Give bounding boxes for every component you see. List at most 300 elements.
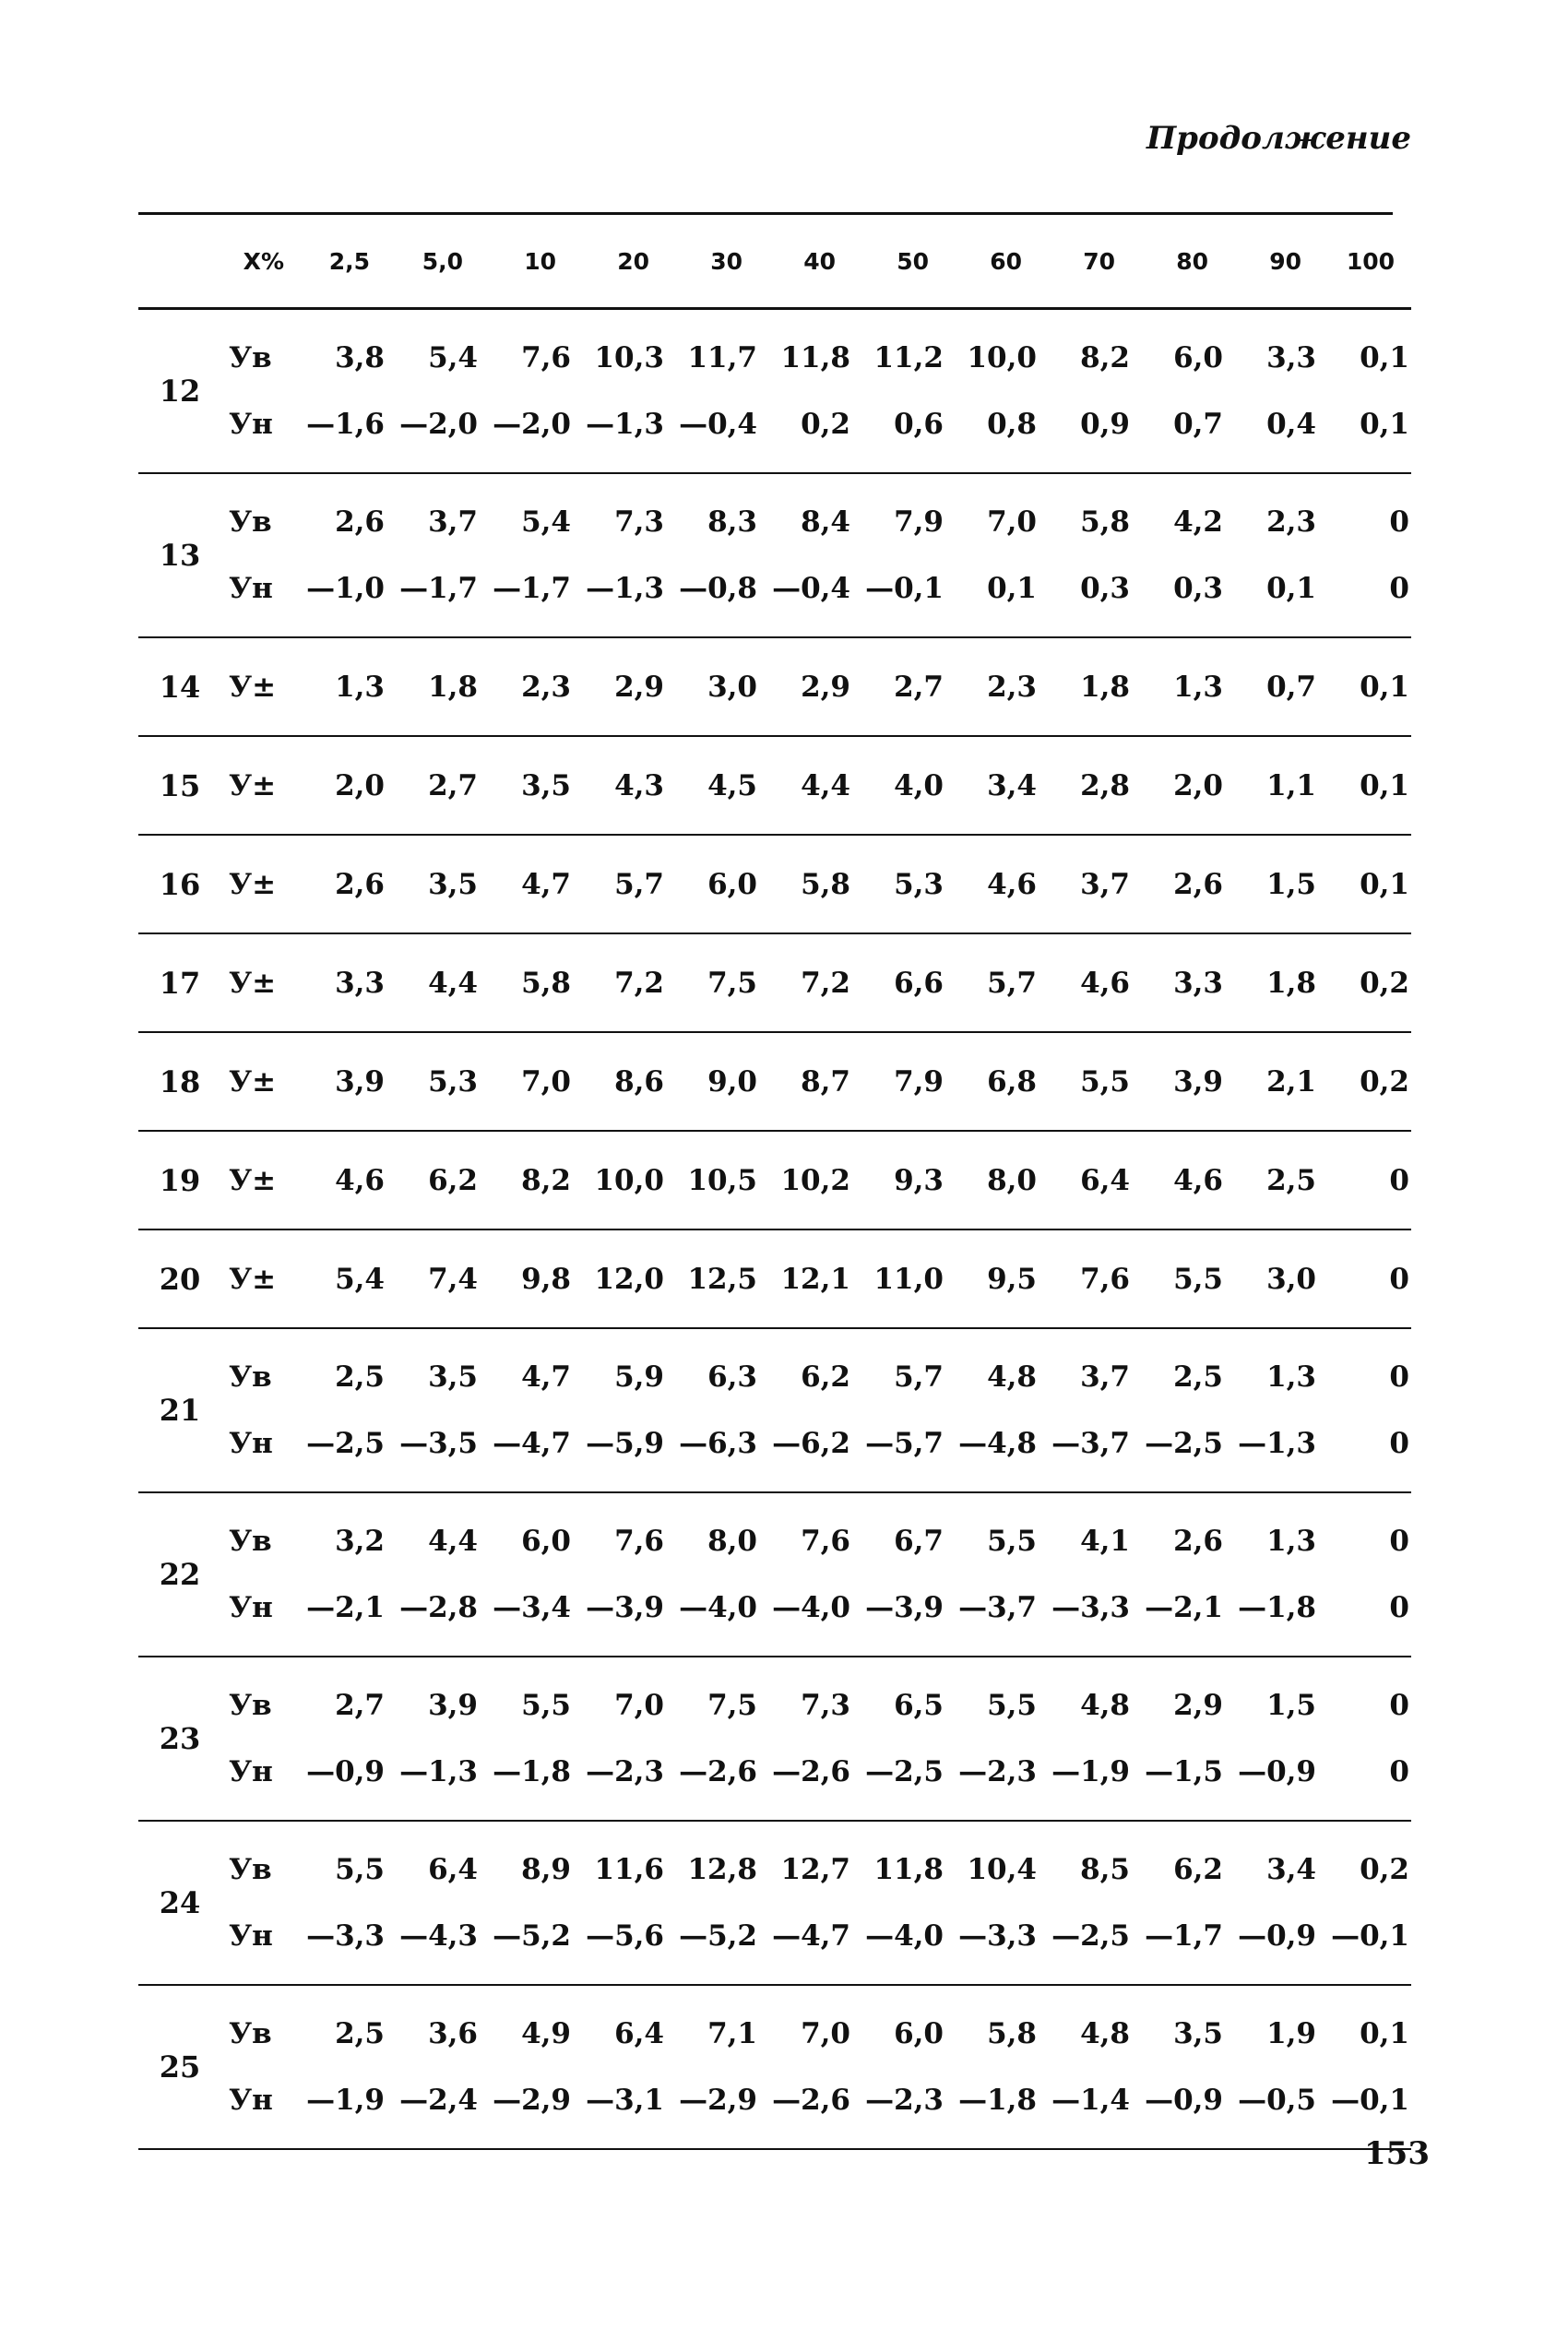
- table-cell: 0: [1389, 1163, 1409, 1197]
- table-cell: 2,6: [335, 505, 385, 539]
- table-cell: 5,4: [335, 1262, 385, 1296]
- row-label: Ун: [229, 2084, 273, 2117]
- table-cell: 7,6: [521, 341, 571, 374]
- table-cell: 6,0: [521, 1525, 571, 1558]
- table-cell: 2,6: [1173, 867, 1223, 901]
- table-cell: 5,5: [987, 1689, 1037, 1722]
- table-row: [221, 1836, 1411, 1903]
- table-group: [138, 1033, 1411, 1132]
- table-cell: 12,5: [687, 1262, 757, 1296]
- table-cell: 5,5: [1173, 1262, 1223, 1296]
- table-cell: 10,0: [594, 1163, 664, 1197]
- row-label: У±: [229, 867, 277, 901]
- table-cell: 0: [1389, 1525, 1409, 1558]
- row-label: Ув: [229, 2017, 272, 2050]
- table-cell: 4,1: [1080, 1525, 1130, 1558]
- table-row: [221, 555, 1411, 622]
- table-cell: 7,4: [428, 1262, 478, 1296]
- table-cell: 7,9: [894, 505, 944, 539]
- table-cell: —4,8: [958, 1427, 1037, 1460]
- table-row: [221, 1049, 1411, 1115]
- table-cell: —6,2: [772, 1427, 850, 1460]
- table-cell: 0: [1389, 1755, 1409, 1788]
- group-number: 12: [159, 374, 201, 409]
- table-row: [221, 654, 1411, 720]
- table-cell: —2,5: [306, 1427, 385, 1460]
- table-cell: 0,1: [1360, 408, 1409, 441]
- table-cell: 2,6: [1173, 1525, 1223, 1558]
- table-cell: 7,0: [987, 505, 1037, 539]
- table-cell: 2,6: [335, 867, 385, 901]
- table-cell: 4,4: [801, 768, 850, 802]
- table-cell: 1,5: [1266, 867, 1316, 901]
- table-cell: 4,6: [987, 867, 1037, 901]
- table-cell: 4,8: [1080, 2017, 1130, 2050]
- table-cell: —3,7: [1051, 1427, 1130, 1460]
- row-label: Ун: [229, 1919, 273, 1953]
- table-cell: 5,7: [894, 1360, 944, 1394]
- table-cell: 0,7: [1266, 670, 1316, 704]
- table-group: [138, 474, 1411, 638]
- table-cell: 4,4: [428, 1525, 478, 1558]
- table-cell: —2,5: [865, 1755, 944, 1788]
- column-header: 70: [1083, 247, 1115, 275]
- table-cell: —1,6: [306, 408, 385, 441]
- table-cell: 0,1: [987, 572, 1037, 605]
- table-cell: 6,3: [707, 1360, 757, 1394]
- table-cell: —2,5: [1051, 1919, 1130, 1953]
- table-cell: 4,7: [521, 1360, 571, 1394]
- table-cell: 0: [1389, 1262, 1409, 1296]
- table-cell: 7,5: [707, 966, 757, 1000]
- table-cell: 3,4: [987, 768, 1037, 802]
- column-header: 30: [710, 247, 742, 275]
- table-cell: 7,6: [1080, 1262, 1130, 1296]
- group-number: 19: [159, 1162, 201, 1198]
- table-row: [221, 2001, 1411, 2067]
- table-cell: —3,5: [399, 1427, 478, 1460]
- table-cell: 7,6: [801, 1525, 850, 1558]
- table-cell: 2,9: [614, 670, 664, 704]
- column-header: 2,5: [328, 247, 370, 275]
- table-cell: 0: [1389, 1427, 1409, 1460]
- table-cell: 6,4: [614, 2017, 664, 2050]
- table-cell: —2,3: [865, 2084, 944, 2117]
- row-label: Ув: [229, 1689, 272, 1722]
- table-cell: 0,3: [1080, 572, 1130, 605]
- table-cell: 8,0: [707, 1525, 757, 1558]
- table-group: [138, 1329, 1411, 1493]
- table-cell: 11,7: [687, 341, 757, 374]
- table-row: [221, 1147, 1411, 1214]
- table-cell: 7,0: [614, 1689, 664, 1722]
- table-cell: 3,3: [335, 966, 385, 1000]
- table-cell: 5,7: [987, 966, 1037, 1000]
- table-cell: 6,2: [801, 1360, 850, 1394]
- table-cell: —1,5: [1145, 1755, 1223, 1788]
- table-cell: —1,7: [493, 572, 571, 605]
- table-row: [221, 1410, 1411, 1477]
- table-cell: —2,9: [679, 2084, 757, 2117]
- table-cell: —0,9: [1238, 1755, 1316, 1788]
- row-label: Ун: [229, 1591, 273, 1624]
- table-cell: —1,4: [1051, 2084, 1130, 2117]
- table-cell: 3,2: [335, 1525, 385, 1558]
- table-cell: 10,5: [687, 1163, 757, 1197]
- group-number: 20: [159, 1261, 201, 1297]
- table-cell: 5,9: [614, 1360, 664, 1394]
- table-group: [138, 737, 1411, 836]
- table-cell: 6,2: [428, 1163, 478, 1197]
- column-header: 10: [524, 247, 556, 275]
- table-cell: 2,5: [1173, 1360, 1223, 1394]
- table-cell: 9,0: [707, 1064, 757, 1099]
- table-cell: 0: [1389, 572, 1409, 605]
- table-cell: 0,2: [1360, 1853, 1409, 1886]
- table-cell: —2,6: [772, 1755, 850, 1788]
- table-cell: 7,9: [894, 1064, 944, 1099]
- table-cell: —1,3: [586, 408, 664, 441]
- table-cell: 6,7: [894, 1525, 944, 1558]
- table-cell: —0,5: [1238, 2084, 1316, 2117]
- table-cell: 5,8: [801, 867, 850, 901]
- table-cell: 1,5: [1266, 1689, 1316, 1722]
- table-cell: —2,3: [958, 1755, 1037, 1788]
- table-cell: 2,5: [335, 2017, 385, 2050]
- table-cell: 2,3: [1266, 505, 1316, 539]
- table-cell: 6,0: [707, 867, 757, 901]
- table-cell: —2,1: [306, 1591, 385, 1624]
- table-cell: 4,6: [1173, 1163, 1223, 1197]
- column-header: 50: [897, 247, 929, 275]
- table-cell: 7,1: [707, 2017, 757, 2050]
- row-label: У±: [229, 768, 277, 802]
- table-cell: —6,3: [679, 1427, 757, 1460]
- table-row: [221, 753, 1411, 819]
- table-cell: 0: [1389, 1360, 1409, 1394]
- table-cell: 6,0: [894, 2017, 944, 2050]
- row-label: Ун: [229, 1427, 273, 1460]
- table-cell: 2,9: [801, 670, 850, 704]
- table-cell: 1,1: [1266, 768, 1316, 802]
- table-cell: —2,3: [586, 1755, 664, 1788]
- column-header: 100: [1346, 247, 1395, 275]
- table-cell: —1,8: [958, 2084, 1037, 2117]
- table-cell: 3,9: [428, 1689, 478, 1722]
- group-number: 23: [159, 1721, 201, 1756]
- table-cell: 0,4: [1266, 408, 1316, 441]
- table-cell: 3,5: [428, 867, 478, 901]
- table-cell: —2,0: [493, 408, 571, 441]
- table-group: [138, 836, 1411, 934]
- table-cell: 0,2: [1360, 966, 1409, 1000]
- table-cell: 0,9: [1080, 408, 1130, 441]
- column-header: 90: [1269, 247, 1301, 275]
- table-cell: 5,8: [987, 2017, 1037, 2050]
- table-cell: 0,2: [801, 408, 850, 441]
- table-cell: 8,3: [707, 505, 757, 539]
- group-number: 25: [159, 2049, 201, 2085]
- table-group: [138, 1657, 1411, 1822]
- table-cell: 9,3: [894, 1163, 944, 1197]
- table-cell: —3,9: [865, 1591, 944, 1624]
- table-cell: —1,3: [399, 1755, 478, 1788]
- table-cell: 11,0: [873, 1262, 944, 1296]
- table-cell: —2,4: [399, 2084, 478, 2117]
- table-cell: 1,9: [1266, 2017, 1316, 2050]
- table-cell: 5,7: [614, 867, 664, 901]
- table-cell: 5,5: [1080, 1064, 1130, 1099]
- table-row: [221, 950, 1411, 1016]
- table-cell: 11,8: [873, 1853, 944, 1886]
- table-cell: —2,1: [1145, 1591, 1223, 1624]
- x-percent-label: X%: [243, 247, 284, 275]
- table-cell: 3,7: [1080, 867, 1130, 901]
- table-cell: —2,6: [772, 2084, 850, 2117]
- table-cell: 0,1: [1360, 670, 1409, 704]
- table-cell: —5,9: [586, 1427, 664, 1460]
- table-cell: 7,2: [801, 966, 850, 1000]
- table-cell: 4,7: [521, 867, 571, 901]
- table-row: [221, 1574, 1411, 1641]
- table-cell: 8,2: [521, 1163, 571, 1197]
- table-cell: 0: [1389, 1591, 1409, 1624]
- table-cell: 6,4: [1080, 1163, 1130, 1197]
- table-cell: —3,3: [306, 1919, 385, 1953]
- table-cell: 3,3: [1173, 966, 1223, 1000]
- table-cell: 1,3: [1266, 1525, 1316, 1558]
- table-cell: 2,7: [428, 768, 478, 802]
- row-label: Ув: [229, 1853, 272, 1886]
- table-cell: —0,8: [679, 572, 757, 605]
- table-cell: 0: [1389, 505, 1409, 539]
- table-cell: —3,3: [1051, 1591, 1130, 1624]
- table-cell: 5,4: [521, 505, 571, 539]
- table-cell: 6,5: [894, 1689, 944, 1722]
- table-cell: 5,8: [521, 966, 571, 1000]
- table-cell: 3,7: [428, 505, 478, 539]
- group-number: 14: [159, 669, 201, 705]
- table-cell: 7,3: [801, 1689, 850, 1722]
- table-cell: 3,6: [428, 2017, 478, 2050]
- column-header: 20: [617, 247, 649, 275]
- table-cell: 1,8: [428, 670, 478, 704]
- table-row: [221, 325, 1411, 391]
- table-cell: 5,3: [428, 1064, 478, 1099]
- table-cell: —4,0: [772, 1591, 850, 1624]
- table-cell: 10,3: [594, 341, 664, 374]
- table-cell: 3,9: [1173, 1064, 1223, 1099]
- table-cell: —5,2: [493, 1919, 571, 1953]
- table-group: [138, 1493, 1411, 1657]
- table-cell: 8,4: [801, 505, 850, 539]
- table-cell: —3,7: [958, 1591, 1037, 1624]
- table-cell: —5,7: [865, 1427, 944, 1460]
- table-cell: 0,8: [987, 408, 1037, 441]
- table-cell: —4,0: [679, 1591, 757, 1624]
- table-group: [138, 1986, 1411, 2150]
- table-cell: —1,7: [1145, 1919, 1223, 1953]
- table-cell: —0,1: [1331, 2084, 1409, 2117]
- table-cell: 5,8: [1080, 505, 1130, 539]
- table-cell: 3,8: [335, 341, 385, 374]
- table-group: [138, 1132, 1411, 1230]
- table-group: [138, 638, 1411, 737]
- table-cell: 7,6: [614, 1525, 664, 1558]
- table-cell: —4,3: [399, 1919, 478, 1953]
- table-row: [221, 1344, 1411, 1410]
- row-label: У±: [229, 1262, 277, 1296]
- table-cell: 11,2: [873, 341, 944, 374]
- table-cell: 2,5: [1266, 1163, 1316, 1197]
- row-label: Ун: [229, 572, 273, 605]
- table-cell: —1,8: [493, 1755, 571, 1788]
- table-cell: 8,5: [1080, 1853, 1130, 1886]
- table-cell: 6,4: [428, 1853, 478, 1886]
- table-cell: 8,7: [801, 1064, 850, 1099]
- group-number: 21: [159, 1393, 201, 1428]
- table-cell: 6,2: [1173, 1853, 1223, 1886]
- table-cell: —1,7: [399, 572, 478, 605]
- table-cell: —3,4: [493, 1591, 571, 1624]
- page-number: 153: [1364, 2135, 1430, 2172]
- table-cell: 8,6: [614, 1064, 664, 1099]
- table-cell: —3,3: [958, 1919, 1037, 1953]
- table-cell: 1,3: [1173, 670, 1223, 704]
- table-cell: —1,9: [306, 2084, 385, 2117]
- table-cell: 4,5: [707, 768, 757, 802]
- table-cell: —4,0: [865, 1919, 944, 1953]
- table-cell: —2,9: [493, 2084, 571, 2117]
- table-cell: 0,3: [1173, 572, 1223, 605]
- table-cell: 7,0: [801, 2017, 850, 2050]
- table-cell: 2,8: [1080, 768, 1130, 802]
- table-cell: 0,1: [1360, 2017, 1409, 2050]
- table-row: [221, 1246, 1411, 1313]
- table-cell: 0,6: [894, 408, 944, 441]
- group-number: 17: [159, 965, 201, 1001]
- table-cell: 4,8: [987, 1360, 1037, 1394]
- group-number: 13: [159, 538, 201, 573]
- table-cell: 3,0: [707, 670, 757, 704]
- group-number: 18: [159, 1063, 201, 1099]
- table-cell: —0,9: [306, 1755, 385, 1788]
- table-cell: 7,3: [614, 505, 664, 539]
- table-row: [221, 1903, 1411, 1969]
- table-cell: 12,7: [780, 1853, 850, 1886]
- table-cell: 7,0: [521, 1064, 571, 1099]
- row-label: Ув: [229, 505, 272, 539]
- table-cell: 10,4: [967, 1853, 1037, 1886]
- column-header: 40: [803, 247, 836, 275]
- table-group: [138, 310, 1411, 474]
- table-group: [138, 1822, 1411, 1986]
- table-cell: 2,5: [335, 1360, 385, 1394]
- table-cell: 7,2: [614, 966, 664, 1000]
- table-cell: —0,1: [865, 572, 944, 605]
- table-cell: —4,7: [772, 1919, 850, 1953]
- row-label: Ув: [229, 1525, 272, 1558]
- table-cell: —0,1: [1331, 1919, 1409, 1953]
- table-row: [221, 1672, 1411, 1739]
- table-cell: 4,0: [894, 768, 944, 802]
- table-cell: 1,8: [1080, 670, 1130, 704]
- table-cell: 3,5: [521, 768, 571, 802]
- table-cell: 4,9: [521, 2017, 571, 2050]
- table-cell: —3,1: [586, 2084, 664, 2117]
- table-cell: 0,2: [1360, 1064, 1409, 1099]
- table-cell: 2,1: [1266, 1064, 1316, 1099]
- table-cell: —1,3: [586, 572, 664, 605]
- table-cell: —4,7: [493, 1427, 571, 1460]
- table-cell: 3,5: [1173, 2017, 1223, 2050]
- table-cell: 4,8: [1080, 1689, 1130, 1722]
- table-cell: 9,5: [987, 1262, 1037, 1296]
- row-label: Ун: [229, 408, 273, 441]
- table-cell: 5,5: [521, 1689, 571, 1722]
- column-header: 80: [1176, 247, 1208, 275]
- table-row: [221, 851, 1411, 918]
- table-cell: 2,0: [1173, 768, 1223, 802]
- table-cell: 0,1: [1360, 867, 1409, 901]
- table-cell: 9,8: [521, 1262, 571, 1296]
- table-cell: 4,6: [1080, 966, 1130, 1000]
- row-label: Ун: [229, 1755, 273, 1788]
- table-cell: —2,6: [679, 1755, 757, 1788]
- row-label: У±: [229, 966, 277, 1000]
- row-label: Ув: [229, 341, 272, 374]
- group-number: 15: [159, 767, 201, 803]
- table-group: [138, 934, 1411, 1033]
- table-cell: —1,8: [1238, 1591, 1316, 1624]
- table-cell: 5,5: [987, 1525, 1037, 1558]
- table-cell: 1,3: [1266, 1360, 1316, 1394]
- table-cell: 8,0: [987, 1163, 1037, 1197]
- table-cell: 2,0: [335, 768, 385, 802]
- column-header: 60: [990, 247, 1022, 275]
- table-header-row: [138, 215, 1411, 310]
- table-cell: —5,2: [679, 1919, 757, 1953]
- table-cell: 3,4: [1266, 1853, 1316, 1886]
- group-number: 24: [159, 1885, 201, 1920]
- table-cell: 5,3: [894, 867, 944, 901]
- table-cell: 6,0: [1173, 341, 1223, 374]
- table-cell: 12,8: [687, 1853, 757, 1886]
- data-table: [138, 212, 1411, 2150]
- table-cell: —2,5: [1145, 1427, 1223, 1460]
- continuation-header: Продолжение: [1146, 120, 1411, 157]
- table-cell: 3,9: [335, 1064, 385, 1099]
- table-cell: —0,4: [772, 572, 850, 605]
- table-cell: 1,8: [1266, 966, 1316, 1000]
- table-cell: 7,5: [707, 1689, 757, 1722]
- row-label: У±: [229, 1163, 277, 1197]
- table-cell: 4,6: [335, 1163, 385, 1197]
- table-cell: 3,5: [428, 1360, 478, 1394]
- row-label: У±: [229, 670, 277, 704]
- table-cell: 5,5: [335, 1853, 385, 1886]
- row-label: У±: [229, 1064, 277, 1099]
- table-row: [221, 391, 1411, 457]
- table-cell: 11,6: [594, 1853, 664, 1886]
- table-cell: 0,1: [1360, 768, 1409, 802]
- group-number: 22: [159, 1557, 201, 1592]
- table-cell: 4,4: [428, 966, 478, 1000]
- table-group: [138, 1230, 1411, 1329]
- table-cell: —1,0: [306, 572, 385, 605]
- table-cell: 12,1: [780, 1262, 850, 1296]
- table-cell: 3,0: [1266, 1262, 1316, 1296]
